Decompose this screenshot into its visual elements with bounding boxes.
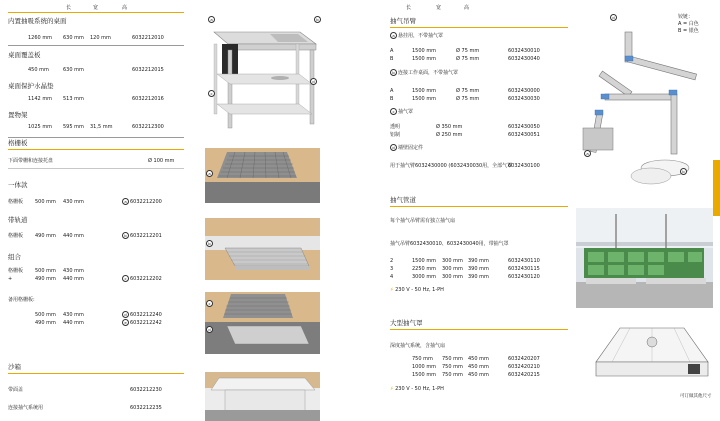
section-title: 格栅板	[8, 139, 28, 147]
callout-circle: a	[122, 198, 129, 205]
large-hood-illustration	[590, 322, 712, 388]
dim-length: 1500 mm	[412, 88, 437, 94]
article-number: 6032212015	[132, 67, 164, 73]
dim-length: 3000 mm	[412, 274, 437, 280]
section-title: 沙箱	[8, 363, 21, 371]
callout-circle: d	[610, 14, 617, 21]
dim-height: 390 mm	[468, 258, 489, 264]
dim-height: 31,5 mm	[90, 124, 113, 130]
dim-length: 1260 mm	[28, 35, 53, 41]
page-edge-tab	[713, 160, 720, 216]
dimension-note: Ø 100 mm	[148, 158, 175, 164]
callout-circle: e	[122, 319, 129, 326]
dim-length: 490 mm	[35, 233, 56, 239]
dim-length: 1000 mm	[412, 364, 437, 370]
power-bolt-icon: ⚡	[390, 287, 394, 293]
dim-width: 300 mm	[442, 274, 463, 280]
dim-diameter: Ø 75 mm	[456, 96, 480, 102]
article-number: 6032430120	[508, 274, 540, 280]
subsection-title: 抽气罩	[398, 109, 414, 115]
dim-width: 750 mm	[442, 372, 463, 378]
section-title: 置物架	[8, 111, 28, 119]
hinge-code: A	[390, 48, 394, 54]
article-number: 6032212240	[130, 312, 162, 318]
accent-bar	[8, 12, 184, 13]
dim-width: 430 mm	[63, 312, 84, 318]
header-height: 高	[464, 5, 471, 11]
workshop-photo	[576, 208, 713, 308]
callout-circle: d	[390, 144, 397, 151]
item-label: 连接抽气系统用	[8, 405, 44, 411]
dim-length: 450 mm	[28, 67, 49, 73]
dim-width: 513 mm	[63, 96, 84, 102]
power-bolt-icon: ⚡	[390, 386, 394, 392]
accent-bar	[8, 149, 184, 150]
section-title: 桌面保护水晶垫	[8, 82, 54, 90]
article-number: 6032212242	[130, 320, 162, 326]
header-length: 长	[406, 5, 413, 11]
item-label: +	[8, 276, 13, 282]
workbench-photo	[200, 14, 320, 132]
dim-length: 1500 mm	[412, 96, 437, 102]
item-label: 铝制	[390, 132, 401, 138]
hinge-legend-title: 铰链：	[678, 14, 694, 20]
arm-count: 3	[390, 266, 394, 272]
callout-circle: b	[390, 69, 397, 76]
accent-bar	[390, 206, 568, 207]
power-spec	[390, 287, 444, 293]
callout-circle: c	[390, 108, 397, 115]
subsection-title: 悬挂用，不带抽气罩	[398, 33, 444, 39]
extraction-arm-illustration	[575, 20, 715, 190]
header-length: 长	[66, 5, 73, 11]
item-label: 格栅板	[8, 268, 24, 274]
callout-circle: a	[208, 16, 215, 23]
article-number: 6032212202	[130, 276, 162, 282]
arm-count: 4	[390, 274, 394, 280]
article-number: 6032420210	[508, 364, 540, 370]
dim-diameter: Ø 250 mm	[436, 132, 463, 138]
article-number: 6032212016	[132, 96, 164, 102]
dim-width: 630 mm	[63, 67, 84, 73]
article-number: 6032420207	[508, 356, 540, 362]
article-number: 6032430040	[508, 56, 540, 62]
dim-width: 440 mm	[63, 233, 84, 239]
section-note: 抽气吊臂6032430010、6032430040用，带抽气罩	[390, 241, 509, 247]
hinge-code: B	[390, 56, 394, 62]
callout-circle: c	[206, 300, 213, 307]
section-title: 内置抽吸系统的桌面	[8, 17, 67, 25]
article-number: 6032430051	[508, 132, 540, 138]
accent-bar	[390, 329, 568, 330]
dim-length: 1500 mm	[412, 48, 437, 54]
dim-diameter: Ø 75 mm	[456, 88, 480, 94]
item-label: 带面盖	[8, 387, 24, 393]
section-title: 抽气吊臂	[390, 17, 416, 25]
dim-length: 1025 mm	[28, 124, 53, 130]
article-number: 6032430030	[508, 96, 540, 102]
dim-height: 390 mm	[468, 266, 489, 272]
dim-width: 440 mm	[63, 276, 84, 282]
dim-height: 390 mm	[468, 274, 489, 280]
dim-length: 1500 mm	[412, 372, 437, 378]
callout-circle: a	[206, 170, 213, 177]
dim-diameter: Ø 350 mm	[436, 124, 463, 130]
item-label: 格栅板	[8, 199, 24, 205]
article-number: 6032430100	[508, 163, 540, 169]
divider	[8, 137, 184, 138]
hinge-legend-b: B = 银色	[678, 28, 699, 34]
subsection-note: 用于抽气臂6032430000 (6032430030用，全部气罩	[390, 163, 513, 169]
callout-circle: b	[122, 232, 129, 239]
power-spec-text: 230 V - 50 Hz, 1-PH	[395, 386, 444, 392]
grate-photo-integrated	[205, 148, 320, 203]
callout-circle: b	[206, 240, 213, 247]
article-number: 6032430110	[508, 258, 540, 264]
dim-width: 430 mm	[63, 268, 84, 274]
article-number: 6032212230	[130, 387, 162, 393]
subsection-title: 连接工作桌面，不带抽气罩	[398, 70, 459, 76]
section-title: 大型抽气罩	[390, 319, 423, 327]
item-label: 格栅板	[8, 233, 24, 239]
dim-width: 595 mm	[63, 124, 84, 130]
callout-circle: d	[122, 311, 129, 318]
sandbox-photo	[205, 372, 320, 421]
hinge-legend-a: A = 白色	[678, 21, 699, 27]
dim-height: 120 mm	[90, 35, 111, 41]
dim-height: 450 mm	[468, 356, 489, 362]
dim-length: 490 mm	[35, 276, 56, 282]
dim-length: 2250 mm	[412, 266, 437, 272]
callout-circle: a	[390, 32, 397, 39]
dim-length: 500 mm	[35, 199, 56, 205]
dim-width: 300 mm	[442, 266, 463, 272]
dim-width: 300 mm	[442, 258, 463, 264]
callout-circle: d	[206, 326, 213, 333]
dim-length: 490 mm	[35, 320, 56, 326]
image-caption: 可订做其他尺寸	[680, 394, 712, 399]
power-spec-text: 230 V - 50 Hz, 1-PH	[395, 287, 444, 293]
section-title: 一体款	[8, 181, 28, 189]
callout-circle: d	[310, 78, 317, 85]
dim-height: 450 mm	[468, 364, 489, 370]
power-spec	[390, 386, 444, 392]
grate-photo-combined	[205, 292, 320, 354]
divider	[8, 45, 184, 46]
dim-width: 440 mm	[63, 320, 84, 326]
item-label: 透明	[390, 124, 401, 130]
dim-width: 630 mm	[63, 35, 84, 41]
article-number: 6032430050	[508, 124, 540, 130]
callout-circle: b	[314, 16, 321, 23]
dim-diameter: Ø 75 mm	[456, 56, 480, 62]
section-subtitle: 深度抽气系统，含抽气扇	[390, 343, 446, 349]
section-subtitle: 下面带栅和连接托盘	[8, 158, 54, 164]
dim-width: 430 mm	[63, 199, 84, 205]
dim-length: 1500 mm	[412, 56, 437, 62]
header-width: 宽	[436, 5, 443, 11]
dim-length: 500 mm	[35, 312, 56, 318]
arm-count: 2	[390, 258, 394, 264]
dim-length: 750 mm	[412, 356, 433, 362]
dim-length: 1500 mm	[412, 258, 437, 264]
article-number: 6032420215	[508, 372, 540, 378]
article-number: 6032430010	[508, 48, 540, 54]
dim-length: 1142 mm	[28, 96, 53, 102]
article-number: 6032430115	[508, 266, 540, 272]
article-number: 6032212300	[132, 124, 164, 130]
callout-circle: b	[680, 168, 687, 175]
section-subtitle: 每个抽气吊臂需有独立抽气扇	[390, 218, 456, 224]
dim-diameter: Ø 75 mm	[456, 48, 480, 54]
section-subtitle: 备用格栅板:	[8, 297, 35, 303]
hinge-code: B	[390, 96, 394, 102]
dim-width: 750 mm	[442, 356, 463, 362]
dim-length: 500 mm	[35, 268, 56, 274]
accent-bar	[390, 27, 568, 28]
header-height: 高	[122, 5, 129, 11]
article-number: 6032212200	[130, 199, 162, 205]
callout-circle: c	[122, 275, 129, 282]
section-title: 组合	[8, 253, 21, 261]
section-title: 抽气管道	[390, 196, 416, 204]
callout-circle: c	[208, 90, 215, 97]
grate-photo-rail	[205, 218, 320, 280]
article-number: 6032430000	[508, 88, 540, 94]
subsection-title: 墙壁固定件	[398, 145, 424, 151]
article-number: 6032212235	[130, 405, 162, 411]
section-title: 带轨道	[8, 216, 28, 224]
hinge-code: A	[390, 88, 394, 94]
section-title: 桌面覆盖板	[8, 51, 41, 59]
callout-circle: a	[584, 150, 591, 157]
dim-height: 450 mm	[468, 372, 489, 378]
header-width: 宽	[93, 5, 100, 11]
accent-bar	[8, 373, 184, 374]
article-number: 6032212201	[130, 233, 162, 239]
dim-width: 750 mm	[442, 364, 463, 370]
article-number: 6032212010	[132, 35, 164, 41]
